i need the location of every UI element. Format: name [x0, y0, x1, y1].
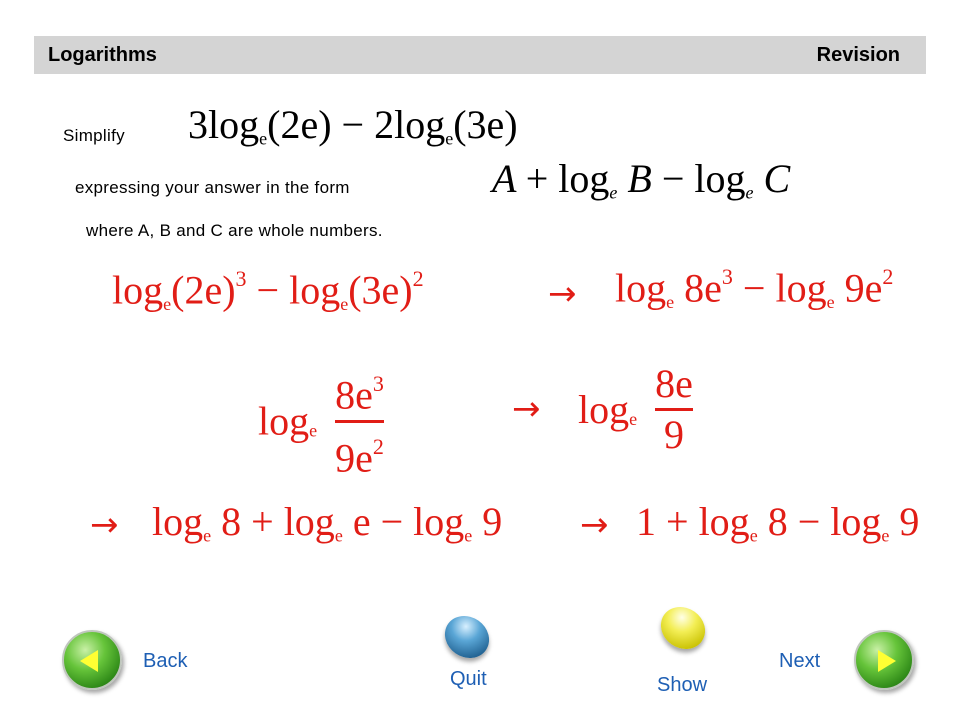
step-1-expression: $\log_e(2e)^3 - \log_e(3e)^2$: [112, 266, 424, 314]
answer-form-expression: $A + \log_e B - \log_e C$: [492, 156, 791, 203]
step-2-arrow: →: [548, 274, 577, 314]
step-5-arrow: →: [90, 505, 119, 545]
next-button[interactable]: [854, 630, 914, 690]
page-title: Logarithms: [48, 44, 157, 66]
show-button[interactable]: [653, 598, 714, 657]
quit-button[interactable]: [437, 607, 498, 666]
step-6-expression: $1 + \log_e 8 - \log_e 9$: [636, 499, 920, 546]
step-3-expression: $\log_e$ $\frac{8e^3}{9e^2}$: [258, 362, 384, 480]
section-tag: Revision: [816, 44, 900, 66]
constraint-note: where A, B and C are whole numbers.: [86, 221, 383, 240]
next-label[interactable]: Next: [779, 650, 821, 672]
header-bar: [34, 36, 926, 74]
arrow-left-icon: [80, 650, 98, 672]
step-2-expression: $\log_e 8e^3 - \log_e 9e^2$: [615, 264, 894, 312]
form-instruction: expressing your answer in the form: [75, 178, 350, 197]
back-button[interactable]: [62, 630, 122, 690]
arrow-right-icon: [878, 650, 896, 672]
step-6-arrow: →: [580, 505, 609, 545]
step-3-fraction: $\frac{8e^3}{9e^2}$: [335, 371, 384, 481]
simplify-label: Simplify: [63, 126, 125, 145]
question-expression: $3\log_e(2e) - 2\log_e(3e)$: [188, 102, 518, 149]
step-4-expression: $\log_e$ $\frac{8e}{9}$: [578, 361, 693, 457]
step-5-expression: $\log_e 8 + \log_e e - \log_e 9$: [152, 499, 503, 546]
step-4-fraction: $\frac{8e}{9}$: [655, 361, 693, 457]
quit-label[interactable]: Quit: [450, 668, 487, 690]
show-label[interactable]: Show: [657, 674, 708, 696]
step-4-arrow: →: [512, 389, 541, 429]
back-label[interactable]: Back: [143, 650, 188, 672]
